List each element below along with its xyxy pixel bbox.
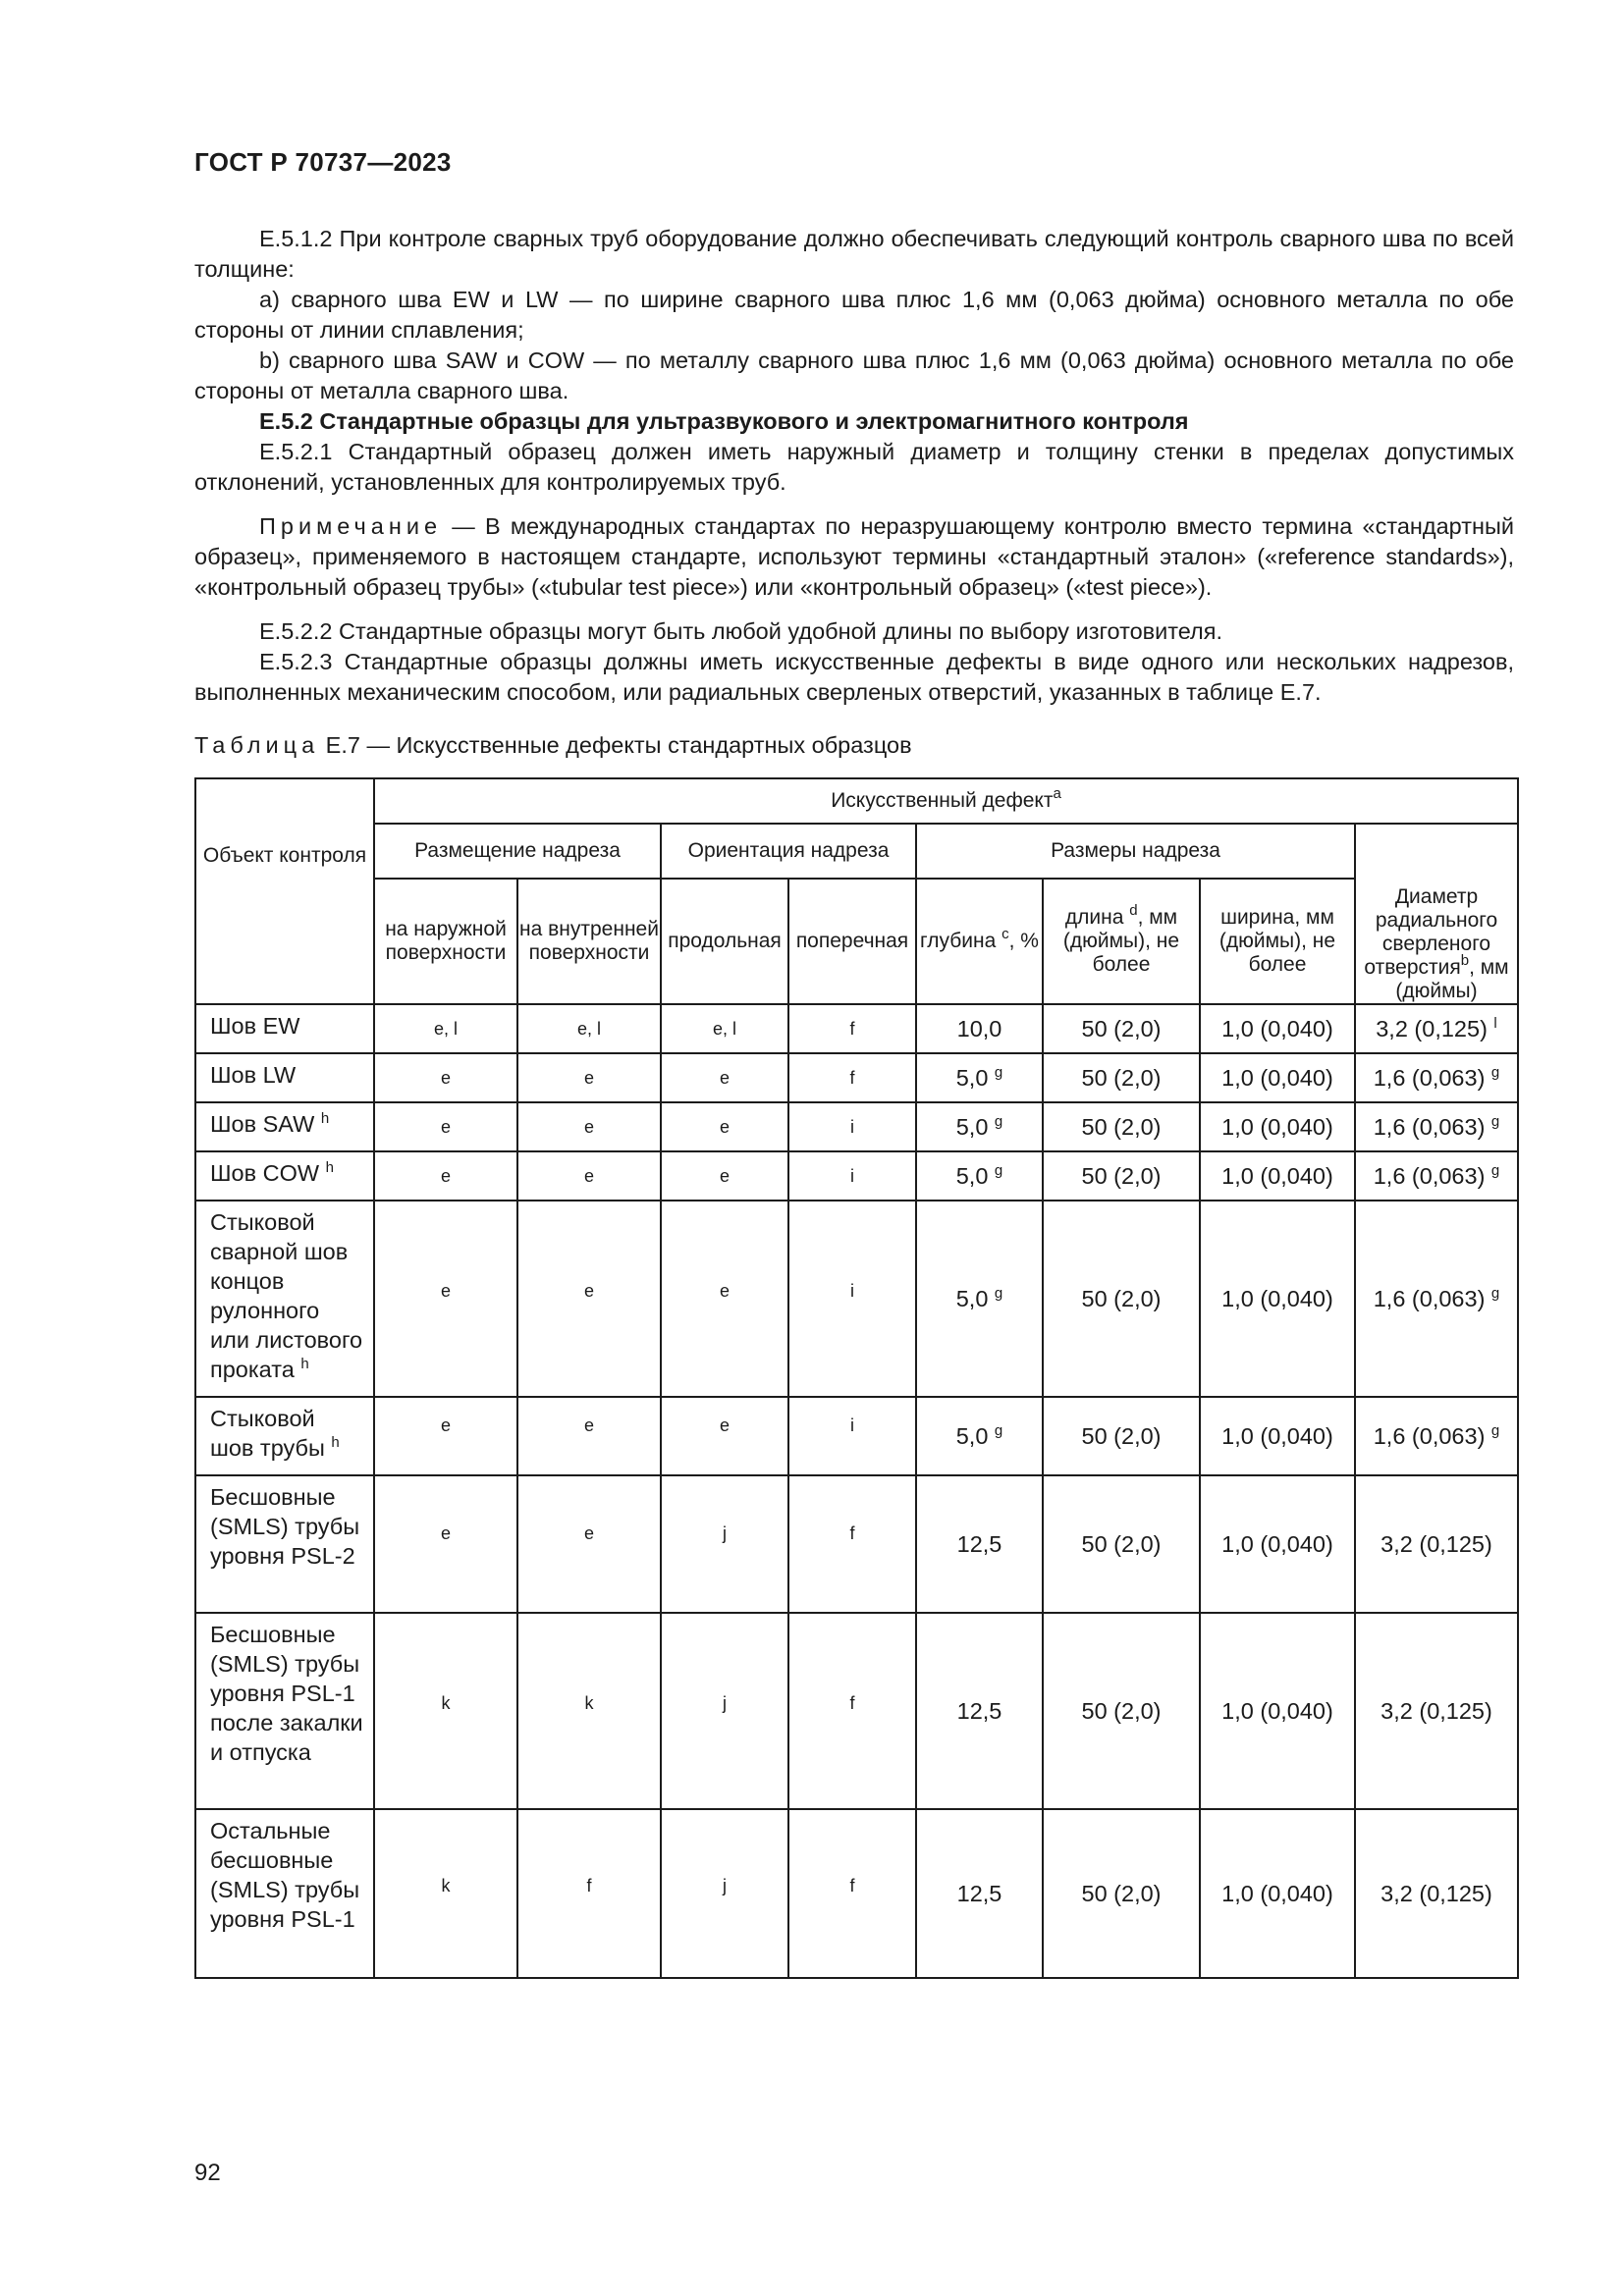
cell-width: 1,0 (0,040) — [1200, 1053, 1355, 1102]
cell-inner-surface: e — [517, 1475, 661, 1613]
cell-longitudinal: j — [661, 1809, 788, 1978]
cell-transverse: i — [788, 1102, 916, 1151]
cell-diameter: 1,6 (0,063) $^g$ — [1355, 1201, 1518, 1397]
paragraph-e5-2-2: Е.5.2.2 Стандартные образцы могут быть любой удобной длины по выбору изготовителя. — [259, 618, 1223, 644]
header-length: длина $^d$, мм (дюймы), не более — [1043, 879, 1200, 1004]
cell-object: Стыковой сварной шов концов рулонного или листового проката $^h$ — [195, 1201, 374, 1397]
artificial-defects-table — [194, 777, 1519, 1979]
cell-longitudinal: e — [661, 1102, 788, 1151]
cell-outer-surface: e — [374, 1102, 517, 1151]
cell-inner-surface: f — [517, 1809, 661, 1978]
paragraph-e5-2-1: Е.5.2.1 Стандартный образец должен иметь наружный диаметр и толщину стенки в пределах допустимых отклонений, установленных для контролируемых труб. — [194, 439, 1514, 495]
cell-inner-surface: e — [517, 1151, 661, 1201]
cell-outer-surface: k — [374, 1809, 517, 1978]
cell-length: 50 (2,0) — [1043, 1102, 1200, 1151]
table-caption — [194, 732, 912, 759]
cell-longitudinal: j — [661, 1475, 788, 1613]
header-transverse: поперечная — [788, 879, 916, 1004]
header-outer-surface: на наружной поверхности — [374, 879, 517, 1004]
cell-outer-surface: e, l — [374, 1004, 517, 1053]
cell-inner-surface: e, l — [517, 1004, 661, 1053]
table-row — [195, 1613, 1518, 1809]
table-row — [195, 1151, 1518, 1201]
cell-length: 50 (2,0) — [1043, 1151, 1200, 1201]
cell-outer-surface: e — [374, 1053, 517, 1102]
header-longitudinal: продольная — [661, 879, 788, 1004]
cell-length: 50 (2,0) — [1043, 1613, 1200, 1809]
header-notch-dimensions: Размеры надреза — [916, 824, 1355, 879]
cell-depth: 5,0 $^g$ — [916, 1151, 1043, 1201]
cell-depth: 12,5 — [916, 1475, 1043, 1613]
cell-depth: 5,0 $^g$ — [916, 1102, 1043, 1151]
cell-width: 1,0 (0,040) — [1200, 1397, 1355, 1475]
cell-depth: 12,5 — [916, 1613, 1043, 1809]
cell-width: 1,0 (0,040) — [1200, 1102, 1355, 1151]
cell-depth: 10,0 — [916, 1004, 1043, 1053]
cell-outer-surface: e — [374, 1151, 517, 1201]
cell-transverse: f — [788, 1475, 916, 1613]
cell-width: 1,0 (0,040) — [1200, 1151, 1355, 1201]
cell-length: 50 (2,0) — [1043, 1201, 1200, 1397]
page-number: 92 — [194, 2160, 221, 2186]
cell-object: Шов EW — [195, 1004, 374, 1053]
cell-inner-surface: k — [517, 1613, 661, 1809]
cell-inner-surface: e — [517, 1201, 661, 1397]
header-inner-surface: на внутренней поверхности — [517, 879, 661, 1004]
cell-depth: 5,0 $^g$ — [916, 1053, 1043, 1102]
table-caption-text: Е.7 — Искусственные дефекты стандартных образцов — [319, 732, 912, 758]
table-row — [195, 1201, 1518, 1397]
cell-longitudinal: e — [661, 1397, 788, 1475]
cell-outer-surface: e — [374, 1475, 517, 1613]
cell-object: Шов SAW $^h$ — [195, 1102, 374, 1151]
cell-width: 1,0 (0,040) — [1200, 1809, 1355, 1978]
note-paragraph — [194, 511, 1514, 603]
paragraph-item-a: а) сварного шва EW и LW — по ширине сварного шва плюс 1,6 мм (0,063 дюйма) основного металла по обе стороны от линии сплавления; — [194, 287, 1514, 343]
cell-length: 50 (2,0) — [1043, 1004, 1200, 1053]
cell-width: 1,0 (0,040) — [1200, 1475, 1355, 1613]
cell-width: 1,0 (0,040) — [1200, 1613, 1355, 1809]
cell-width: 1,0 (0,040) — [1200, 1201, 1355, 1397]
table-caption-label: Таблица — [194, 732, 320, 758]
cell-longitudinal: j — [661, 1613, 788, 1809]
cell-diameter: 3,2 (0,125) — [1355, 1475, 1518, 1613]
cell-longitudinal: e, l — [661, 1004, 788, 1053]
cell-object: Остальные бесшовные (SMLS) трубы уровня PSL-1 — [195, 1809, 374, 1978]
table-row — [195, 1053, 1518, 1102]
cell-diameter: 1,6 (0,063) $^g$ — [1355, 1151, 1518, 1201]
cell-depth: 5,0 $^g$ — [916, 1397, 1043, 1475]
document-code-header: ГОСТ Р 70737—2023 — [194, 147, 452, 177]
cell-object: Бесшовные (SMLS) трубы уровня PSL-2 — [195, 1475, 374, 1613]
cell-length: 50 (2,0) — [1043, 1397, 1200, 1475]
cell-object: Шов COW $^h$ — [195, 1151, 374, 1201]
cell-outer-surface: e — [374, 1201, 517, 1397]
note-label: Примечание — [259, 513, 443, 539]
section-heading-e5-2: Е.5.2 Стандартные образцы для ультразвукового и электромагнитного контроля — [259, 408, 1189, 434]
cell-diameter: 1,6 (0,063) $^g$ — [1355, 1053, 1518, 1102]
cell-width: 1,0 (0,040) — [1200, 1004, 1355, 1053]
header-artificial-defect: Искусственный дефект$^a$ — [374, 778, 1518, 824]
table-row — [195, 1475, 1518, 1613]
cell-longitudinal: e — [661, 1151, 788, 1201]
cell-outer-surface: k — [374, 1613, 517, 1809]
cell-length: 50 (2,0) — [1043, 1809, 1200, 1978]
cell-inner-surface: e — [517, 1053, 661, 1102]
cell-transverse: f — [788, 1053, 916, 1102]
cell-transverse: i — [788, 1397, 916, 1475]
cell-diameter: 3,2 (0,125) — [1355, 1613, 1518, 1809]
cell-inner-surface: e — [517, 1397, 661, 1475]
cell-longitudinal: e — [661, 1053, 788, 1102]
cell-outer-surface: e — [374, 1397, 517, 1475]
cell-depth: 12,5 — [916, 1809, 1043, 1978]
cell-transverse: i — [788, 1201, 916, 1397]
cell-length: 50 (2,0) — [1043, 1053, 1200, 1102]
cell-transverse: f — [788, 1809, 916, 1978]
cell-transverse: i — [788, 1151, 916, 1201]
body-text — [194, 224, 1514, 708]
header-depth: глубина $^c$, % — [916, 879, 1043, 1004]
paragraph-item-b: b) сварного шва SAW и COW — по металлу сварного шва плюс 1,6 мм (0,063 дюйма) основного металла по обе стороны от металла сварного шва. — [194, 347, 1514, 403]
table-row — [195, 1397, 1518, 1475]
table-row — [195, 1102, 1518, 1151]
table-row — [195, 1809, 1518, 1978]
note-text: — В международных стандартах по неразрушающему контролю вместо термина «стандартный образец», применяемого в настоящем стандарте, используют термины «стандартный эталон» («reference standards»), «контрольный образец трубы» («tubular test piece») или «контрольный образец» («test piece»). — [194, 513, 1514, 600]
cell-object: Стыковой шов трубы $^h$ — [195, 1397, 374, 1475]
cell-depth: 5,0 $^g$ — [916, 1201, 1043, 1397]
cell-transverse: f — [788, 1004, 916, 1053]
cell-transverse: f — [788, 1613, 916, 1809]
header-notch-orientation: Ориентация надреза — [661, 824, 916, 879]
cell-longitudinal: e — [661, 1201, 788, 1397]
cell-inner-surface: e — [517, 1102, 661, 1151]
cell-diameter: 1,6 (0,063) $^g$ — [1355, 1102, 1518, 1151]
cell-object: Бесшовные (SMLS) трубы уровня PSL-1 после закалки и отпуска — [195, 1613, 374, 1809]
paragraph-e5-1-2: Е.5.1.2 При контроле сварных труб оборудование должно обеспечивать следующий контроль сварного шва по всей толщине: — [194, 226, 1514, 282]
table-row — [195, 1004, 1518, 1053]
header-width: ширина, мм (дюймы), не более — [1200, 879, 1355, 1004]
cell-length: 50 (2,0) — [1043, 1475, 1200, 1613]
header-notch-placement: Размещение надреза — [374, 824, 661, 879]
cell-diameter: 3,2 (0,125) — [1355, 1809, 1518, 1978]
cell-diameter: 1,6 (0,063) $^g$ — [1355, 1397, 1518, 1475]
header-hole-diameter: Диаметр радиального сверленого отверстия$^b$, мм (дюймы) — [1355, 824, 1518, 1004]
cell-diameter: 3,2 (0,125) $^l$ — [1355, 1004, 1518, 1053]
header-object: Объект контроля — [195, 778, 374, 1004]
paragraph-e5-2-3: Е.5.2.3 Стандартные образцы должны иметь искусственные дефекты в виде одного или нескольких надрезов, выполненных механическим способом, или радиальных сверленых отверстий, указанных в таблице Е.7. — [194, 649, 1514, 705]
cell-object: Шов LW — [195, 1053, 374, 1102]
